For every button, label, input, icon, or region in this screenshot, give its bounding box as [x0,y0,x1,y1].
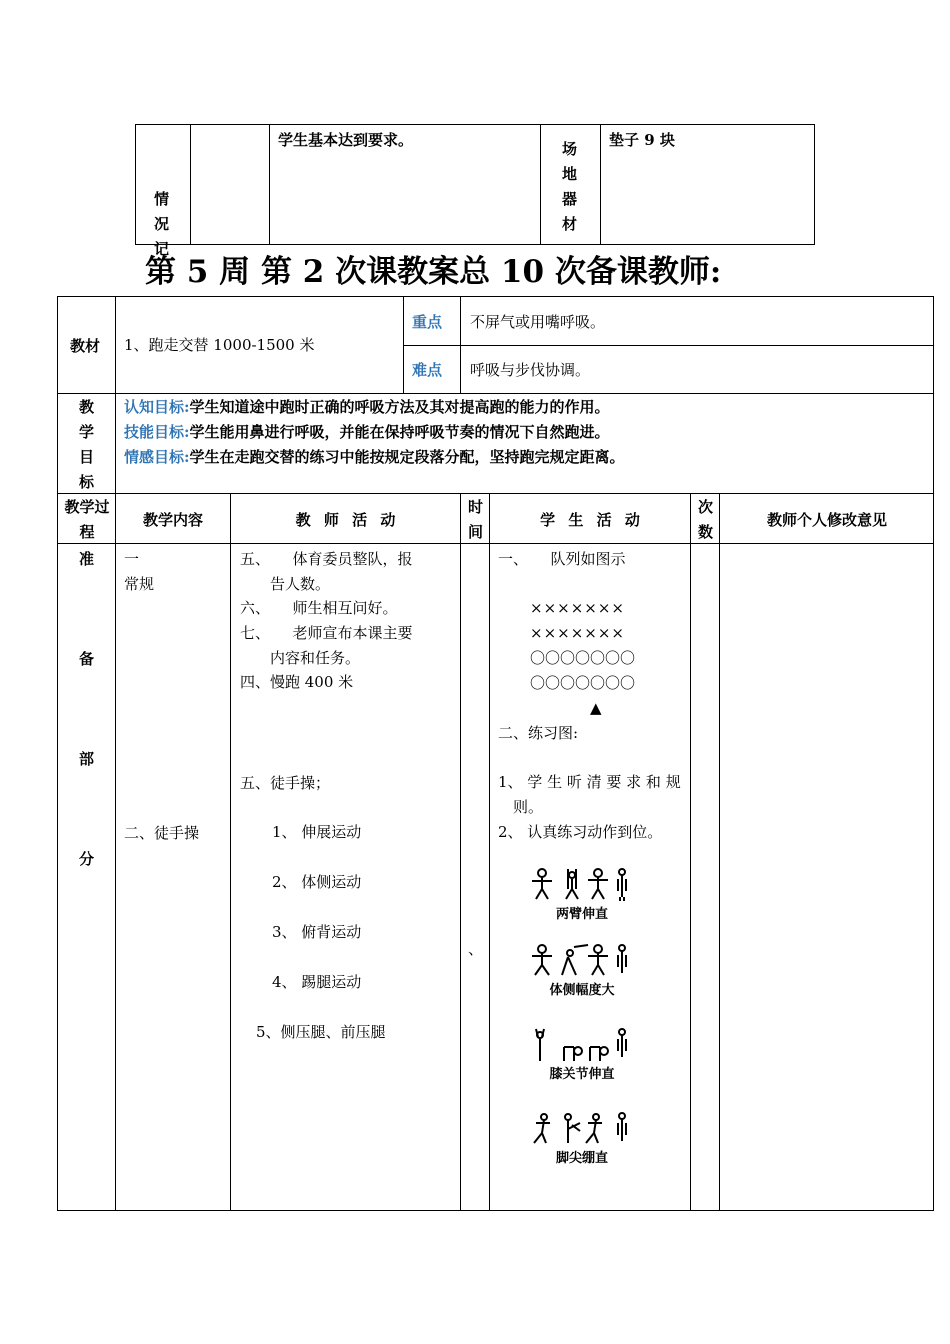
key-point-value: 不屏气或用嘴呼吸。 [470,313,606,331]
lesson-title: 第 5 周 第 2 次课教案总 10 次备课教师: [145,254,722,290]
venue-label: 场地器材 [562,140,578,233]
student-item: 2、 认真练习动作到位。 [498,823,663,841]
blank-cell [191,125,270,245]
goal-text: 学生能用鼻进行呼吸，并能在保持呼吸节奏的情况下自然跑进。 [189,423,610,441]
col-count: 次数 [698,498,714,541]
section-char: 部 [79,750,95,768]
col-content: 教学内容 [142,511,203,529]
stick-figures-icon [530,1027,634,1063]
student-item: 一、 队列如图示 [498,550,626,568]
student-item: 二、练习图: [498,724,579,742]
teacher-exercise-title: 五、徒手操； [240,774,331,792]
col-notes: 教师个人修改意见 [766,511,887,529]
material-value: 1、跑走交替 1000-1500 米 [124,336,315,354]
teacher-item: 内容和任务。 [240,649,361,667]
content-item: 一 [124,550,140,568]
venue-label-cell [541,125,601,245]
section-char: 备 [79,650,95,668]
goal-tag: 认知目标: [124,398,190,416]
goal-text: 学生知道途中跑时正确的呼吸方法及其对提高跑的能力的作用。 [189,398,610,416]
exercise-figure-2 [530,943,634,998]
formation-row: 〇〇〇〇〇〇〇 [530,649,636,667]
teacher-item: 七、 老师宣布本课主要 [240,624,413,642]
goal-cognitive [124,395,924,420]
student-item: 1、 学 生 听 清 要 求 和 规 [498,773,681,791]
teacher-item: 四、慢跑 400 米 [240,673,354,691]
teacher-triangle: ▲ [590,699,602,717]
col-time: 时间 [468,498,484,541]
goal-affective [124,445,924,470]
teacher-exercise: 2、 体侧运动 [272,873,362,891]
exercise-figure-1 [530,867,634,922]
formation-row: ××××××× [530,599,625,617]
goals-label: 教学目标 [79,398,95,491]
goal-skill [124,420,924,445]
situation-label-cell [136,125,191,258]
col-student: 学 生 活 动 [540,511,640,529]
difficulty-label: 难点 [412,361,443,379]
teacher-exercise: 4、 踢腿运动 [272,973,362,991]
figure-caption: 膝关节伸直 [549,1067,615,1082]
teacher-exercise: 3、 俯背运动 [272,923,362,941]
exercise-figure-4 [530,1111,634,1166]
difficulty-value: 呼吸与步伐协调。 [470,361,591,379]
teacher-item: 六、 师生相互问好。 [240,599,398,617]
goal-tag: 情感目标: [124,448,190,466]
formation-row: ××××××× [530,624,625,642]
goal-tag: 技能目标: [124,423,190,441]
situation-label: 情况记 [154,190,170,258]
stick-figures-icon [530,943,634,979]
section-char: 准 [79,550,95,568]
result-text: 学生基本达到要求。 [270,125,541,245]
lesson-plan-table [57,296,934,1211]
student-item: 则。 [498,798,544,816]
content-item: 常规 [124,575,155,593]
material-label: 教材 [70,337,101,355]
col-process: 教学过程 [64,498,110,541]
exercise-figure-3 [530,1027,634,1082]
teacher-item: 五、 体育委员整队，报 [240,550,413,568]
previous-lesson-table [135,124,815,258]
figure-caption: 体侧幅度大 [549,983,615,998]
formation-row: 〇〇〇〇〇〇〇 [530,674,636,692]
stick-figures-icon [530,1111,634,1147]
venue-value: 垫子 9 块 [601,125,815,245]
col-teacher: 教 师 活 动 [295,511,396,529]
teacher-exercise: 5、侧压腿、前压腿 [256,1023,386,1041]
section-char: 分 [79,850,95,868]
teacher-item: 告人数。 [240,575,331,593]
figure-caption: 两臂伸直 [555,907,608,922]
figure-caption: 脚尖绷直 [555,1151,608,1166]
teacher-exercise: 1、 伸展运动 [272,823,362,841]
goal-text: 学生在走跑交替的练习中能按规定段落分配，坚持跑完规定距离。 [189,448,625,466]
stick-figures-icon [530,867,634,903]
time-mark: 、 [468,940,484,958]
content-item: 二、徒手操 [124,824,200,842]
key-point-label: 重点 [412,313,443,331]
